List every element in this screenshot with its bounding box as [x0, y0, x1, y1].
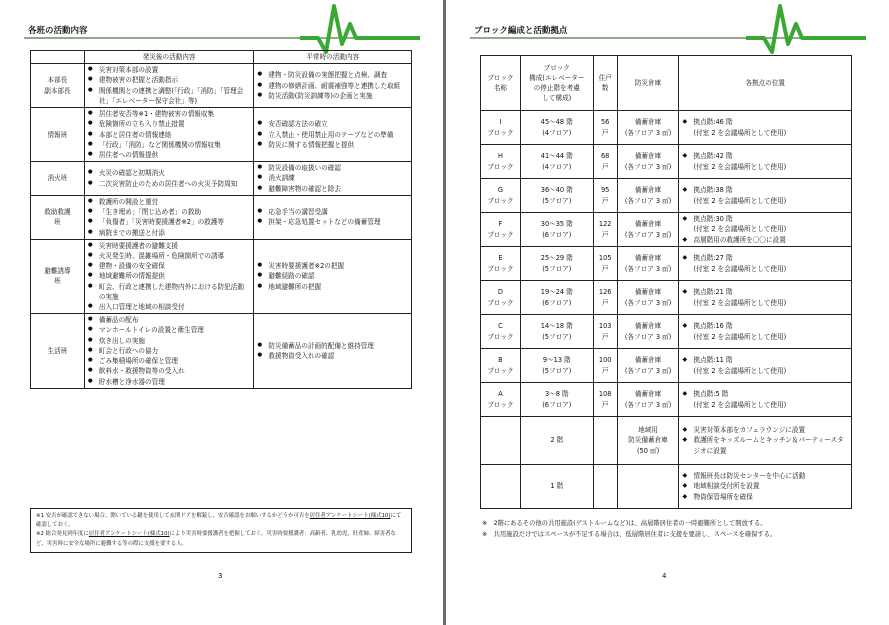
- block-name: B ブロック: [481, 349, 521, 383]
- footnote-2: ※ 共用施設だけではスペースが不足する場合は、低層階居住者に支援を要請し、スペースを確保する。: [482, 531, 777, 539]
- block-name: F ブロック: [481, 213, 521, 247]
- list-item: ● 「行政」「消防」など関係機関の情報収集: [88, 140, 251, 150]
- list-item: ● 救護所の開設と運営: [88, 197, 251, 207]
- team-name: 情報班: [31, 108, 85, 162]
- storage-info: 備蓄倉庫 (各フロア 3 ㎡): [617, 213, 679, 247]
- storage-info: 備蓄倉庫 (各フロア 3 ㎡): [617, 247, 679, 281]
- site-locations: [679, 179, 852, 213]
- site-locations: [679, 315, 852, 349]
- storage-info: 備蓄倉庫 (各フロア 3 ㎡): [617, 145, 679, 179]
- list-item: ◆ 情報班長は防災センターを中心に活動: [682, 471, 848, 481]
- unit-count: 126 戸: [593, 281, 617, 315]
- unit-count: 68 戸: [593, 145, 617, 179]
- site-locations: [679, 111, 852, 145]
- site-locations: [679, 213, 852, 247]
- after-disaster-cell: [84, 314, 254, 389]
- list-item: ◆ 拠点階:16 階: [682, 321, 848, 331]
- list-item: ◆ 拠点階:21 階: [682, 287, 848, 297]
- block-name: E ブロック: [481, 247, 521, 281]
- list-item: ● 防災設備の取扱いの確認: [257, 163, 408, 173]
- list-item: ● 炊き出しの実施: [88, 336, 251, 346]
- list-item: ● マンホールトイレの設置と衛生管理: [88, 325, 251, 335]
- block-floors: 14〜18 階 (5フロア): [520, 315, 593, 349]
- normal-time-cell: [254, 239, 412, 314]
- list-item: ● 病院までの搬送と付添: [88, 228, 251, 238]
- header-sites: 各拠点の位置: [679, 56, 852, 111]
- footnote-1: ※ 2階にあるその他の共用施設(ゲストルームなど)は、高層階居住者の一時避難所として開放する。: [482, 520, 767, 527]
- page-number: 4: [662, 572, 667, 580]
- storage-info: 備蓄倉庫 (各フロア 3 ㎡): [617, 111, 679, 145]
- list-item: ◆ 拠点階:27 階: [682, 253, 848, 263]
- list-item: ◆ 拠点階:11 階: [682, 355, 848, 365]
- list-item: ● 防災活動(防災訓練等)の企画と実施: [257, 91, 408, 101]
- block-floors: 2 階: [520, 417, 593, 465]
- team-activity-table: [30, 50, 412, 389]
- table-row: [31, 64, 412, 108]
- site-locations: [679, 349, 852, 383]
- list-item: (付室 2 を会議場所として使用): [693, 264, 787, 273]
- block-floors: 25〜29 階 (5フロア): [520, 247, 593, 281]
- unit-count: 100 戸: [593, 349, 617, 383]
- list-item: ● 居住者安否等※1・建物被害の情報収集: [88, 109, 251, 119]
- list-item: ● 危険箇所の立ち入り禁止措置: [88, 119, 251, 129]
- list-item: (付室 2 を会議場所として使用): [693, 332, 787, 341]
- unit-count: [593, 417, 617, 465]
- list-item: ● 避難経路の確認: [257, 271, 408, 281]
- team-name: 消火班: [31, 162, 85, 196]
- header-normal-time: 平常時の活動内容: [254, 51, 412, 64]
- list-item: ● 安否確認方法の確立: [257, 119, 408, 129]
- page-title: ブロック編成と活動拠点: [474, 26, 568, 36]
- list-item: ● 火災の確認と初期消火: [88, 168, 251, 178]
- table-row: [31, 108, 412, 162]
- site-locations: [679, 145, 852, 179]
- list-item: ● 飲料水・救援物資等の受入れ: [88, 366, 251, 376]
- site-locations: [679, 281, 852, 315]
- unit-count: 56 戸: [593, 111, 617, 145]
- unit-count: 108 戸: [593, 383, 617, 417]
- list-item: ◆ 災害対策本部をカフェラウンジに設置: [682, 425, 848, 435]
- storage-info: 備蓄倉庫 (各フロア 3 ㎡): [617, 281, 679, 315]
- header-block-floors: ブロック 構成(エレベーター の停止階を考慮 して構成): [520, 56, 593, 111]
- table-row: [481, 349, 852, 383]
- block-floors: 36〜40 階 (5フロア): [520, 179, 593, 213]
- header-after-disaster: 発災後の活動内容: [84, 51, 254, 64]
- list-item: ● 防災備蓄品の計画的配備と維持管理: [257, 341, 408, 351]
- table-row: [31, 314, 412, 389]
- storage-info: [617, 465, 679, 509]
- normal-time-cell: [254, 64, 412, 108]
- unit-count: 103 戸: [593, 315, 617, 349]
- list-item: ● 関係機関との連携と調整(「行政」「消防」「管理会社」「エレベーター保守会社」等): [88, 86, 251, 106]
- list-item: ◆ 拠点階:5 階: [682, 389, 848, 399]
- list-item: ● 救援物資受入れの確認: [257, 351, 408, 361]
- footnotes: [30, 508, 412, 553]
- block-name: [481, 417, 521, 465]
- header-storage: 防災倉庫: [617, 56, 679, 111]
- list-item: (付室 2 を会議場所として使用): [693, 196, 787, 205]
- site-locations: [679, 465, 852, 509]
- list-item: ● 備蓄品の配布: [88, 315, 251, 325]
- site-locations: [679, 417, 852, 465]
- team-name: 本部長 副本部長: [31, 64, 85, 108]
- unit-count: 105 戸: [593, 247, 617, 281]
- list-item: ◆ 物資保管場所を確保: [682, 492, 848, 502]
- list-item: ● 「負傷者」「災害時要援護者※2」の救護等: [88, 217, 251, 227]
- list-item: ● 本部と居住者の情報連絡: [88, 130, 251, 140]
- table-row: [481, 315, 852, 349]
- team-name: 避難誘導 班: [31, 239, 85, 314]
- after-disaster-cell: [84, 64, 254, 108]
- block-name: C ブロック: [481, 315, 521, 349]
- normal-time-cell: [254, 195, 412, 239]
- block-name: H ブロック: [481, 145, 521, 179]
- block-floors: 1 階: [520, 465, 593, 509]
- list-item: ● 建物被害の把握と活動指示: [88, 75, 251, 85]
- table-row: [481, 111, 852, 145]
- list-item: ● 建物・防災設備の実態把握と点検、調査: [257, 70, 408, 80]
- list-item: ◆ 拠点階:30 階: [682, 214, 848, 224]
- table-row: [31, 162, 412, 196]
- list-item: ● 居住者への情報提供: [88, 150, 251, 160]
- after-disaster-cell: [84, 195, 254, 239]
- page-3: [0, 0, 444, 625]
- list-item: ◆ 拠点階:42 階: [682, 151, 848, 161]
- list-item: (付室 2 を会議場所として使用): [693, 298, 787, 307]
- list-item: ● 町会と行政への協力: [88, 346, 251, 356]
- list-item: ◆ 救護所をキッズルームとキッチン＆パーティースタジオに設置: [682, 435, 848, 455]
- list-item: ◆ 高層階用の救護所を〇〇に設置: [682, 235, 848, 245]
- block-name: [481, 465, 521, 509]
- header-team: [31, 51, 85, 64]
- list-item: ● ごみ集積場所の確保と管理: [88, 356, 251, 366]
- block-floors: 3〜8 階 (6フロア): [520, 383, 593, 417]
- footnote-1: ※1 安否が確認できない場合、開いている鍵を使用して玄関ドアを解錠し、安否確認をお願いするかどうか可否を居住者アンケートシート(様式10)にて確認しておく。: [36, 513, 402, 529]
- site-locations: [679, 247, 852, 281]
- list-item: ● 火災発生時、混雑場所・危険箇所での誘導: [88, 251, 251, 261]
- storage-info: 備蓄倉庫 (各フロア 3 ㎡): [617, 349, 679, 383]
- list-item: (付室 2 を会議場所として使用): [693, 366, 787, 375]
- list-item: (付室 2 を会議場所として使用): [693, 162, 787, 171]
- normal-time-cell: [254, 108, 412, 162]
- list-item: ● 担架・応急処置セットなどの備蓄管理: [257, 217, 408, 227]
- heartbeat-line-graphic: [446, 0, 889, 60]
- unit-count: 122 戸: [593, 213, 617, 247]
- normal-time-cell: [254, 162, 412, 196]
- table-row: [481, 179, 852, 213]
- list-item: ◆ 地域相談受付所を設置: [682, 481, 848, 491]
- block-name: D ブロック: [481, 281, 521, 315]
- table-row: [481, 465, 852, 509]
- table-row: [481, 383, 852, 417]
- list-item: ● 災害時要援護者※2の把握: [257, 261, 408, 271]
- header-units: 住戸 数: [593, 56, 617, 111]
- page-4: [446, 0, 889, 625]
- list-item: (付室 2 を会議場所として使用): [693, 128, 787, 137]
- list-item: ● 貯水槽と浄水器の管理: [88, 377, 251, 387]
- block-name: I ブロック: [481, 111, 521, 145]
- list-item: ● 「生き埋め」「閉じ込め者」の救助: [88, 207, 251, 217]
- storage-info: 地域用 防災備蓄倉庫 (50 ㎡): [617, 417, 679, 465]
- table-row: [481, 247, 852, 281]
- unit-count: [593, 465, 617, 509]
- list-item: ● 災害対策本部の設置: [88, 65, 251, 75]
- list-item: ● 避難障害物の確認と除去: [257, 184, 408, 194]
- block-name: A ブロック: [481, 383, 521, 417]
- list-item: ◆ 拠点階:38 階: [682, 185, 848, 195]
- list-item: ● 二次災害防止のための居住者への火災予防周知: [88, 179, 251, 189]
- after-disaster-cell: [84, 162, 254, 196]
- list-item: ● 消火訓練: [257, 173, 408, 183]
- storage-info: 備蓄倉庫 (各フロア 3 ㎡): [617, 383, 679, 417]
- list-item: ● 応急手当の講習受講: [257, 207, 408, 217]
- footnote-2: ※2 総合発見到年度に居住者アンケートシート(様式10)により災害時要援護者を把握しておく。災害時要援護者：高齢者、乳幼児、妊産婦、障害者など、災害時に安全な場所に避難する等の際に支援を要する人。: [36, 531, 396, 547]
- list-item: ● 建物・設備の安全確保: [88, 261, 251, 271]
- block-name: G ブロック: [481, 179, 521, 213]
- block-floors: 45〜48 階 (4フロア): [520, 111, 593, 145]
- footnotes: [482, 518, 776, 541]
- block-table: [480, 55, 852, 509]
- list-item: ● 地域避難所の情報提供: [88, 271, 251, 281]
- list-item: ● 地域避難所の把握: [257, 282, 408, 292]
- normal-time-cell: [254, 314, 412, 389]
- table-row: [481, 281, 852, 315]
- storage-info: 備蓄倉庫 (各フロア 3 ㎡): [617, 179, 679, 213]
- block-floors: 9〜13 階 (5フロア): [520, 349, 593, 383]
- after-disaster-cell: [84, 239, 254, 314]
- table-row: [481, 145, 852, 179]
- page-number: 3: [218, 572, 223, 580]
- after-disaster-cell: [84, 108, 254, 162]
- site-locations: [679, 383, 852, 417]
- storage-info: 備蓄倉庫 (各フロア 3 ㎡): [617, 315, 679, 349]
- table-row: [31, 195, 412, 239]
- team-name: 救助救護 班: [31, 195, 85, 239]
- header-block-name: ブロック 名称: [481, 56, 521, 111]
- block-floors: 19〜24 階 (6フロア): [520, 281, 593, 315]
- list-item: ● 災害時要援護者の避難支援: [88, 241, 251, 251]
- table-row: [31, 239, 412, 314]
- list-item: ● 建物の修繕計画、耐震補強等と連携した取組: [257, 81, 408, 91]
- list-item: ● 出入口管理と地域の相談受付: [88, 302, 251, 312]
- list-item: ◆ 拠点階:46 階: [682, 117, 848, 127]
- list-item: ● 町会、行政と連携した建物内外における防犯活動の実施: [88, 282, 251, 302]
- table-row: [481, 213, 852, 247]
- block-floors: 30〜35 階 (6フロア): [520, 213, 593, 247]
- team-name: 生活班: [31, 314, 85, 389]
- list-item: (付室 2 を会議場所として使用): [693, 225, 787, 234]
- list-item: ● 立入禁止・使用禁止用のテープなどの準備: [257, 130, 408, 140]
- table-row: [481, 417, 852, 465]
- unit-count: 95 戸: [593, 179, 617, 213]
- page-title: 各班の活動内容: [28, 26, 88, 36]
- list-item: (付室 2 を会議場所として使用): [693, 400, 787, 409]
- block-floors: 41〜44 階 (4フロア): [520, 145, 593, 179]
- list-item: ● 防災に関する情報把握と提供: [257, 140, 408, 150]
